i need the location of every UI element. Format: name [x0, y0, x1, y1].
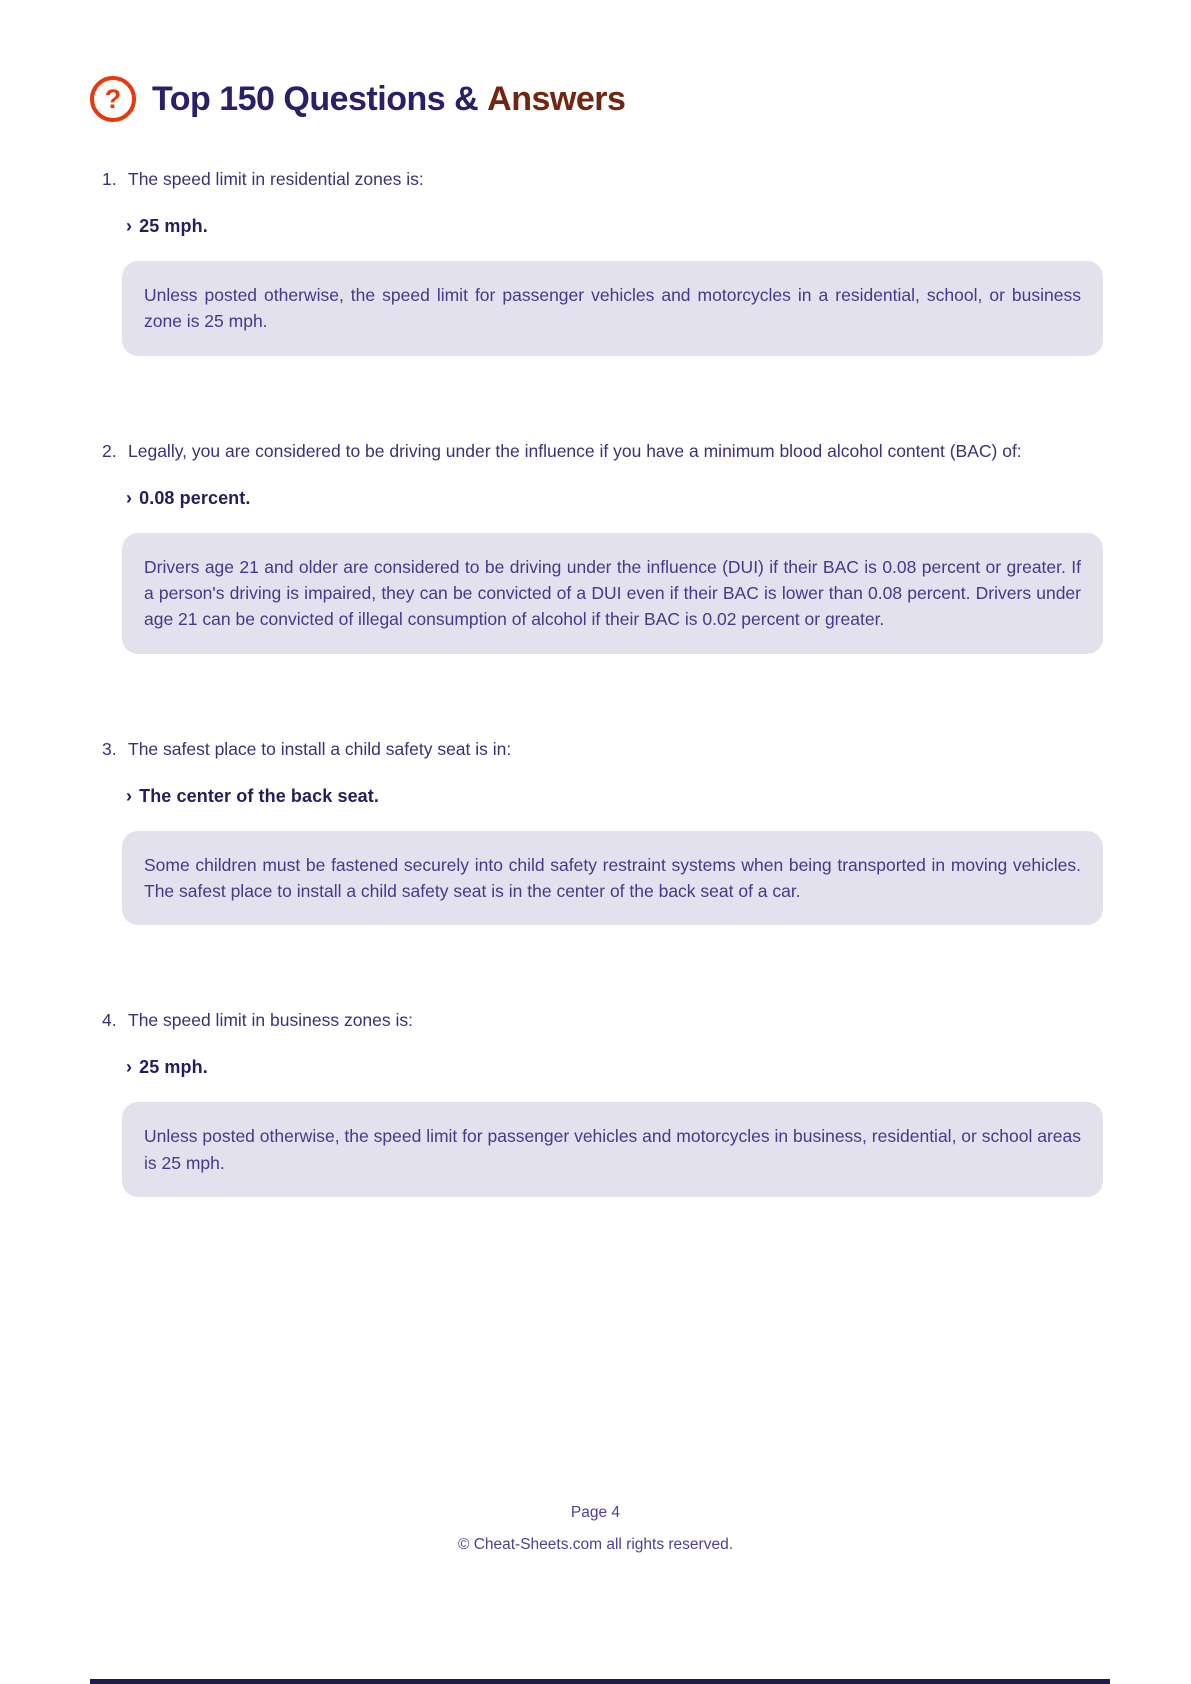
question-mark-icon: ? — [90, 76, 136, 122]
answer-chevron-icon: › — [126, 1057, 133, 1078]
question-row — [90, 736, 1103, 763]
page-title-accent: Answers — [487, 79, 626, 118]
question-number: 4. — [102, 1010, 117, 1031]
question-number: 1. — [102, 169, 117, 189]
answer-line — [126, 786, 1103, 807]
question-number: 3. — [102, 738, 117, 759]
question-number: 2. — [102, 440, 117, 461]
question-row — [90, 438, 1103, 465]
explanation-box: Unless posted otherwise, the speed limit for passenger vehicles and motorcycles in a residential, school, or business zone is 25 mph. — [122, 261, 1103, 356]
explanation-box: Drivers age 21 and older are considered to be driving under the influence (DUI) if their BAC is 0.08 percent or greater. If a person's driving is impaired, they can be convicted of a DUI even if their BAC is lower than 0.08 percent. Drivers under age 21 can be convicted of illegal consumption of alcohol if their BAC is 0.02 percent or greater. — [122, 533, 1103, 654]
page-header — [90, 76, 1103, 122]
question-text: The speed limit in business zones is: — [128, 1010, 413, 1031]
questions-list — [90, 166, 1103, 1197]
explanation-box: Some children must be fastened securely into child safety restraint systems when being transported in moving vehicles. The safest place to install a child safety seat is in the center of the back seat of a car. — [122, 831, 1103, 926]
answer-line — [126, 488, 1103, 509]
page-footer — [0, 1497, 1191, 1562]
answer-chevron-icon: › — [126, 216, 133, 237]
answer-text: 25 mph. — [139, 216, 208, 237]
qa-item-4 — [90, 1007, 1103, 1197]
page-title — [152, 80, 625, 119]
answer-chevron-icon: › — [126, 487, 133, 508]
answer-text: 0.08 percent. — [139, 487, 251, 508]
copyright-text: © Cheat-Sheets.com all rights reserved. — [457, 1536, 734, 1554]
question-text: Legally, you are considered to be driving under the influence if you have a minimum blood alcohol content (BAC) of: — [128, 440, 1022, 461]
qa-item-1 — [90, 166, 1103, 356]
bottom-accent-bar — [90, 1679, 1110, 1684]
explanation-box: Unless posted otherwise, the speed limit for passenger vehicles and motorcycles in business, residential, or school areas is 25 mph. — [122, 1102, 1103, 1197]
answer-line — [126, 1057, 1103, 1078]
question-row — [90, 166, 1103, 193]
question-text: The safest place to install a child safety seat is in: — [128, 738, 512, 759]
page-number: Page 4 — [570, 1503, 621, 1521]
qa-item-2 — [90, 438, 1103, 654]
answer-chevron-icon: › — [126, 785, 133, 806]
question-row — [90, 1007, 1103, 1034]
answer-line — [126, 216, 1103, 237]
answer-text: The center of the back seat. — [139, 785, 379, 806]
question-text: The speed limit in residential zones is: — [128, 169, 424, 189]
page-title-main: Top 150 Questions & — [152, 79, 479, 118]
answer-text: 25 mph. — [139, 1057, 208, 1078]
qa-item-3 — [90, 736, 1103, 926]
